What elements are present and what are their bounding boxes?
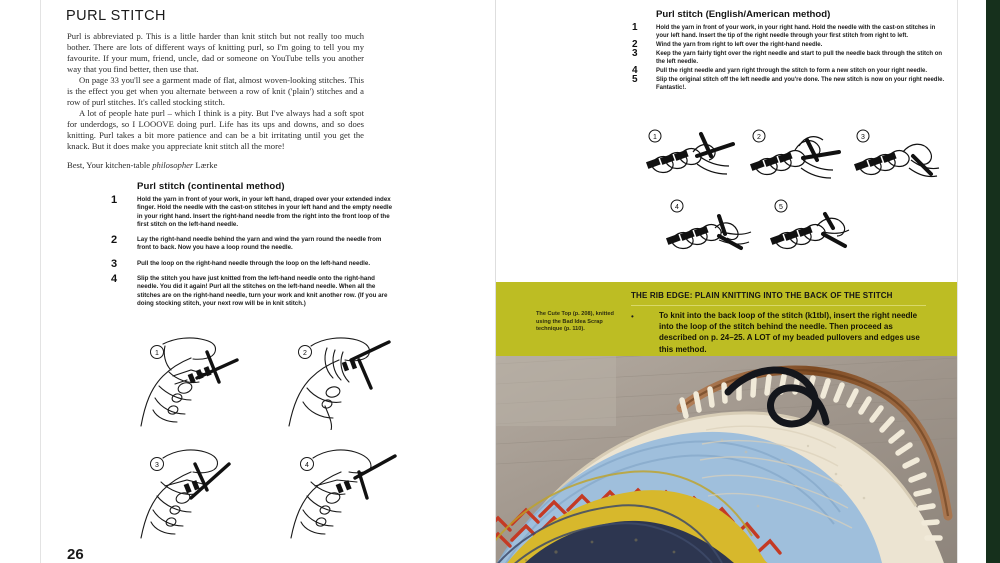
hand-illustration-2-icon [279, 330, 419, 430]
step-item [632, 76, 952, 92]
svg-text:1: 1 [155, 350, 159, 357]
step-number: 4 [111, 273, 118, 286]
step-text: Keep the yarn fairly tight over the right needle and start to pull the needle back through the stitch on the left needle. [656, 51, 943, 65]
stitch-diagram-5-icon [767, 198, 867, 260]
dark-background-band [986, 0, 1000, 563]
step-number: 3 [111, 257, 118, 270]
hand-illustration-4-icon [279, 442, 419, 542]
step-item [632, 67, 952, 75]
hand-illustration-1-icon [129, 330, 269, 430]
step-text: Hold the yarn in front of your work, in your right hand. Hold the needle with the cast-on stitches in your left hand. Insert the tip of the right needle through your first stitch from right to left. [656, 25, 936, 39]
step-item [111, 275, 401, 308]
svg-text:3: 3 [861, 134, 865, 141]
stitch-diagram-2-icon [745, 126, 845, 188]
continental-illustrations [129, 330, 419, 545]
step-number: 1 [111, 194, 118, 206]
step-number: 1 [632, 22, 638, 33]
banner-body-text: To knit into the back loop of the stitch (k1tbl), insert the right needle into the loop of the stitch behind the needle. Then proceed as described on p. 24–25. A LOT of my beaded pullovers and edges use this method. [659, 311, 920, 354]
step-text: Hold the yarn in front of your work, in your left hand, draped over your extended index finger. Hold the needle with the cast-on stitches in your left hand and the empty needle in your right hand. Insert the right-hand needle from the right into the front loop of the first stitch on the left-hand needle. [137, 196, 393, 228]
banner-divider [631, 305, 926, 306]
stitch-diagram-1-icon [641, 126, 741, 188]
svg-text:3: 3 [155, 462, 159, 469]
english-method-heading: Purl stitch (English/American method) [656, 9, 831, 20]
bullet-glyph-icon: • [631, 312, 634, 321]
page-title: PURL STITCH [66, 8, 167, 24]
paragraph-1: Purl is abbreviated p. This is a little harder than knit stitch but not really too much bother. There are lots of different ways of knitting purl, so I'm going to tell you my favourite. If your mum, friend, uncle, dad or someone on YouTube tells you another way that you find better, then use that. [67, 31, 364, 74]
left-page [41, 0, 495, 563]
signoff-line [67, 160, 367, 170]
step-text: Slip the original stitch off the left needle and you're done. The new stitch is now on your right needle. Fantastic!. [656, 77, 945, 91]
step-item [632, 24, 952, 40]
step-number: 2 [632, 39, 638, 50]
intro-body-copy [67, 31, 364, 152]
step-text: Pull the loop on the right-hand needle through the loop on the left-hand needle. [137, 259, 371, 267]
step-number: 3 [632, 48, 638, 59]
svg-text:2: 2 [303, 350, 307, 357]
photo-caption: The Cute Top (p. 208), knitted using the Bad Idea Scrap technique (p. 110). [536, 311, 614, 333]
step-text: Slip the stitch you have just knitted from the left-hand needle onto the right-hand needle. You did it again! Purl all the stitches on the left-hand needle. When all the stitches are on the right-hand needle, turn your work and knit another row. (If you are doing stocking stitch, your next row will be in knit stitch.) [137, 275, 388, 307]
step-item [632, 41, 952, 49]
page-number: 26 [67, 546, 84, 563]
rib-edge-banner [496, 282, 957, 356]
right-page-edge [957, 0, 958, 563]
signoff-suffix: Lærke [193, 160, 218, 170]
step-text: Wind the yarn from right to left over the right-hand needle. [656, 42, 823, 48]
right-page [496, 0, 957, 563]
banner-heading: THE RIB EDGE: PLAIN KNITTING INTO THE BACK OF THE STITCH [631, 291, 893, 300]
step-number: 2 [111, 234, 118, 247]
svg-text:4: 4 [675, 204, 679, 211]
paragraph-2: On page 33 you'll see a garment made of flat, almost woven-looking stitches. This is the effect you get when you alternate between a row of knit ('plain') stitches and a row of purl stitches. It's called stocking stitch. [67, 75, 364, 107]
english-illustrations [641, 126, 951, 271]
knitting-photograph [496, 356, 957, 563]
svg-text:4: 4 [305, 462, 309, 469]
continental-method-heading: Purl stitch (continental method) [137, 181, 285, 192]
svg-text:1: 1 [653, 134, 657, 141]
step-number: 4 [632, 65, 638, 76]
step-text: Pull the right needle and yarn right through the stitch to form a new stitch on your right needle. [656, 68, 928, 74]
svg-text:5: 5 [779, 204, 783, 211]
step-number: 5 [632, 74, 638, 85]
stitch-diagram-4-icon [663, 198, 763, 260]
svg-text:2: 2 [757, 134, 761, 141]
english-steps-list [632, 24, 952, 93]
signoff-italic: philosopher [152, 160, 194, 170]
paragraph-3: A lot of people hate purl – which I think is a pity. But I've always had a soft spot for underdogs, so I LOOOVE doing purl. Life has its ups and downs, and so does knitting. Purl takes a bit more patience and can be a bit irritating until you get the knack. But it does make you appreciate knit stitch all the more! [67, 108, 364, 151]
hand-illustration-3-icon [129, 442, 269, 542]
step-item [111, 196, 401, 229]
step-item [111, 236, 401, 253]
signoff-prefix: Best, Your kitchen-table [67, 160, 153, 170]
step-item [111, 257, 401, 270]
step-text: Lay the right-hand needle behind the yarn and wind the yarn round the needle from front to back. Now you have a loop round the needle. [137, 236, 382, 252]
continental-steps-list [111, 196, 401, 315]
step-item [632, 50, 952, 66]
stitch-diagram-3-icon [849, 126, 949, 188]
